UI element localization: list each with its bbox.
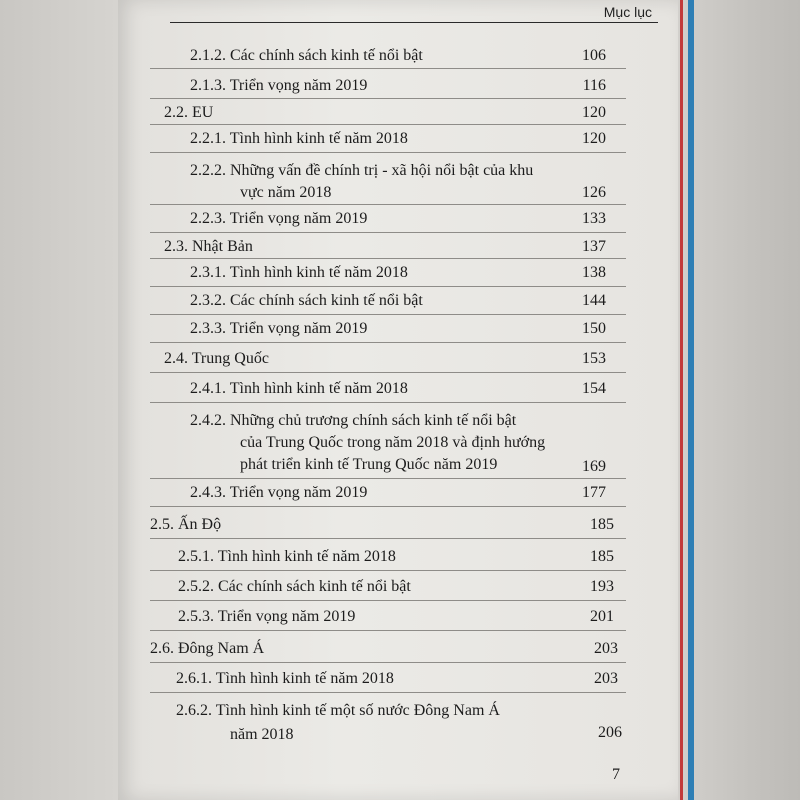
entry-page: 137 bbox=[582, 238, 606, 255]
entry-title: Triển vọng năm 2019 bbox=[229, 77, 368, 94]
toc-entry-2-4-1 bbox=[190, 378, 408, 400]
toc-entry-2-5-1 bbox=[178, 546, 396, 568]
entry-page: 203 bbox=[594, 670, 618, 687]
entry-page: 150 bbox=[582, 320, 606, 337]
running-header: Mục lục bbox=[603, 4, 652, 20]
row-separator bbox=[150, 662, 626, 663]
row-separator bbox=[150, 314, 626, 315]
entry-title: Các chính sách kinh tế nổi bật bbox=[218, 578, 411, 595]
entry-page: 153 bbox=[582, 350, 606, 367]
toc-entry-2-1-2 bbox=[190, 45, 423, 67]
toc-entry-2-6-2 bbox=[176, 700, 500, 722]
toc-entry-2-6-2-cont bbox=[230, 724, 294, 746]
entry-number: 2.4.3. bbox=[190, 484, 226, 501]
toc-entry-2-2 bbox=[164, 102, 213, 124]
entry-title: Tình hình kinh tế một số nước Đông Nam Á bbox=[215, 702, 500, 719]
header-rule bbox=[170, 22, 658, 23]
entry-number: 2.4. bbox=[164, 350, 188, 367]
page-edge bbox=[678, 0, 800, 800]
toc-entry-2-6-1 bbox=[176, 668, 394, 690]
toc-entry-2-3-1 bbox=[190, 262, 408, 284]
entry-page: 185 bbox=[590, 516, 614, 533]
left-shadow bbox=[0, 0, 118, 800]
row-separator bbox=[150, 68, 626, 69]
entry-page: 120 bbox=[582, 104, 606, 121]
toc-entry-2-4-2-cont bbox=[240, 432, 545, 454]
entry-number: 2.6. bbox=[150, 640, 174, 657]
toc-entry-2-1-3 bbox=[190, 75, 367, 97]
row-separator bbox=[150, 232, 626, 233]
entry-title: Các chính sách kinh tế nổi bật bbox=[230, 292, 423, 309]
entry-title-line2: năm 2018 bbox=[230, 726, 294, 743]
entry-title: Tình hình kinh tế năm 2018 bbox=[229, 264, 408, 281]
entry-number: 2.1.3. bbox=[190, 77, 226, 94]
toc-entry-2-2-2-cont bbox=[240, 182, 331, 204]
entry-number: 2.5.1. bbox=[178, 548, 214, 565]
entry-number: 2.3.1. bbox=[190, 264, 226, 281]
entry-number: 2.5.3. bbox=[178, 608, 214, 625]
entry-title: EU bbox=[192, 104, 214, 121]
page-number: 7 bbox=[612, 766, 620, 783]
entry-page: 177 bbox=[582, 484, 606, 501]
row-separator bbox=[150, 692, 626, 693]
toc-entry-2-5 bbox=[150, 514, 221, 536]
toc-entry-2-4-2-cont2 bbox=[240, 454, 497, 476]
entry-number: 2.1.2. bbox=[190, 47, 226, 64]
entry-title: Triển vọng năm 2019 bbox=[229, 210, 368, 227]
entry-number: 2.6.2. bbox=[176, 702, 212, 719]
row-separator bbox=[150, 204, 626, 205]
entry-number: 2.5.2. bbox=[178, 578, 214, 595]
entry-page: 185 bbox=[590, 548, 614, 565]
row-separator bbox=[150, 98, 626, 99]
entry-number: 2.4.2. bbox=[190, 412, 226, 429]
row-separator bbox=[150, 342, 626, 343]
entry-number: 2.5. bbox=[150, 516, 174, 533]
entry-page: 133 bbox=[582, 210, 606, 227]
row-separator bbox=[150, 258, 626, 259]
row-separator bbox=[150, 372, 626, 373]
entry-page: 169 bbox=[582, 458, 606, 475]
toc-entry-2-4 bbox=[164, 348, 269, 370]
entry-page: 126 bbox=[582, 184, 606, 201]
toc-entry-2-2-1 bbox=[190, 128, 408, 150]
toc-entry-2-3-3 bbox=[190, 318, 367, 340]
row-separator bbox=[150, 506, 626, 507]
row-separator bbox=[150, 124, 626, 125]
entry-number: 2.2. bbox=[164, 104, 188, 121]
entry-page: 201 bbox=[590, 608, 614, 625]
entry-number: 2.3.2. bbox=[190, 292, 226, 309]
entry-page: 116 bbox=[582, 77, 606, 94]
entry-title-line2: của Trung Quốc trong năm 2018 và định hướng bbox=[240, 434, 546, 451]
entry-number: 2.2.3. bbox=[190, 210, 226, 227]
row-separator bbox=[150, 478, 626, 479]
edge-stripe-blue bbox=[688, 0, 694, 800]
toc-entry-2-4-2 bbox=[190, 410, 516, 432]
entry-title-line2: vực năm 2018 bbox=[240, 184, 332, 201]
toc-entry-2-2-3 bbox=[190, 208, 367, 230]
entry-title: Tình hình kinh tế năm 2018 bbox=[229, 380, 408, 397]
row-separator bbox=[150, 600, 626, 601]
toc-entry-2-5-3 bbox=[178, 606, 355, 628]
row-separator bbox=[150, 630, 626, 631]
row-separator bbox=[150, 570, 626, 571]
entry-number: 2.3.3. bbox=[190, 320, 226, 337]
entry-number: 2.6.1. bbox=[176, 670, 212, 687]
row-separator bbox=[150, 538, 626, 539]
entry-title: Triển vọng năm 2019 bbox=[229, 484, 368, 501]
entry-page: 206 bbox=[598, 724, 622, 741]
entry-title: Ấn Độ bbox=[178, 516, 222, 533]
toc-entry-2-5-2 bbox=[178, 576, 411, 598]
entry-title: Trung Quốc bbox=[191, 350, 269, 367]
entry-number: 2.4.1. bbox=[190, 380, 226, 397]
entry-title: Triển vọng năm 2019 bbox=[217, 608, 356, 625]
entry-title: Những vấn đề chính trị - xã hội nổi bật của khu bbox=[230, 162, 534, 179]
entry-title: Triển vọng năm 2019 bbox=[229, 320, 368, 337]
toc-entry-2-6 bbox=[150, 638, 264, 660]
entry-number: 2.2.2. bbox=[190, 162, 226, 179]
toc-entry-2-3 bbox=[164, 236, 253, 258]
entry-title: Tình hình kinh tế năm 2018 bbox=[229, 130, 408, 147]
entry-title: Tình hình kinh tế năm 2018 bbox=[217, 548, 396, 565]
entry-title: Nhật Bản bbox=[192, 238, 253, 255]
entry-page: 144 bbox=[582, 292, 606, 309]
entry-page: 193 bbox=[590, 578, 614, 595]
entry-number: 2.3. bbox=[164, 238, 188, 255]
row-separator bbox=[150, 402, 626, 403]
toc-entry-2-2-2 bbox=[190, 160, 533, 182]
entry-title-line3: phát triển kinh tế Trung Quốc năm 2019 bbox=[240, 456, 498, 473]
toc-entry-2-3-2 bbox=[190, 290, 423, 312]
entry-number: 2.2.1. bbox=[190, 130, 226, 147]
entry-page: 154 bbox=[582, 380, 606, 397]
entry-title: Những chủ trương chính sách kinh tế nổi bật bbox=[230, 412, 517, 429]
entry-title: Các chính sách kinh tế nổi bật bbox=[230, 47, 423, 64]
entry-title: Đông Nam Á bbox=[178, 640, 265, 657]
entry-page: 138 bbox=[582, 264, 606, 281]
entry-page: 106 bbox=[582, 47, 606, 64]
toc-entry-2-4-3 bbox=[190, 482, 367, 504]
entry-page: 120 bbox=[582, 130, 606, 147]
row-separator bbox=[150, 286, 626, 287]
row-separator bbox=[150, 152, 626, 153]
entry-page: 203 bbox=[594, 640, 618, 657]
entry-title: Tình hình kinh tế năm 2018 bbox=[215, 670, 394, 687]
edge-stripe-red bbox=[680, 0, 683, 800]
